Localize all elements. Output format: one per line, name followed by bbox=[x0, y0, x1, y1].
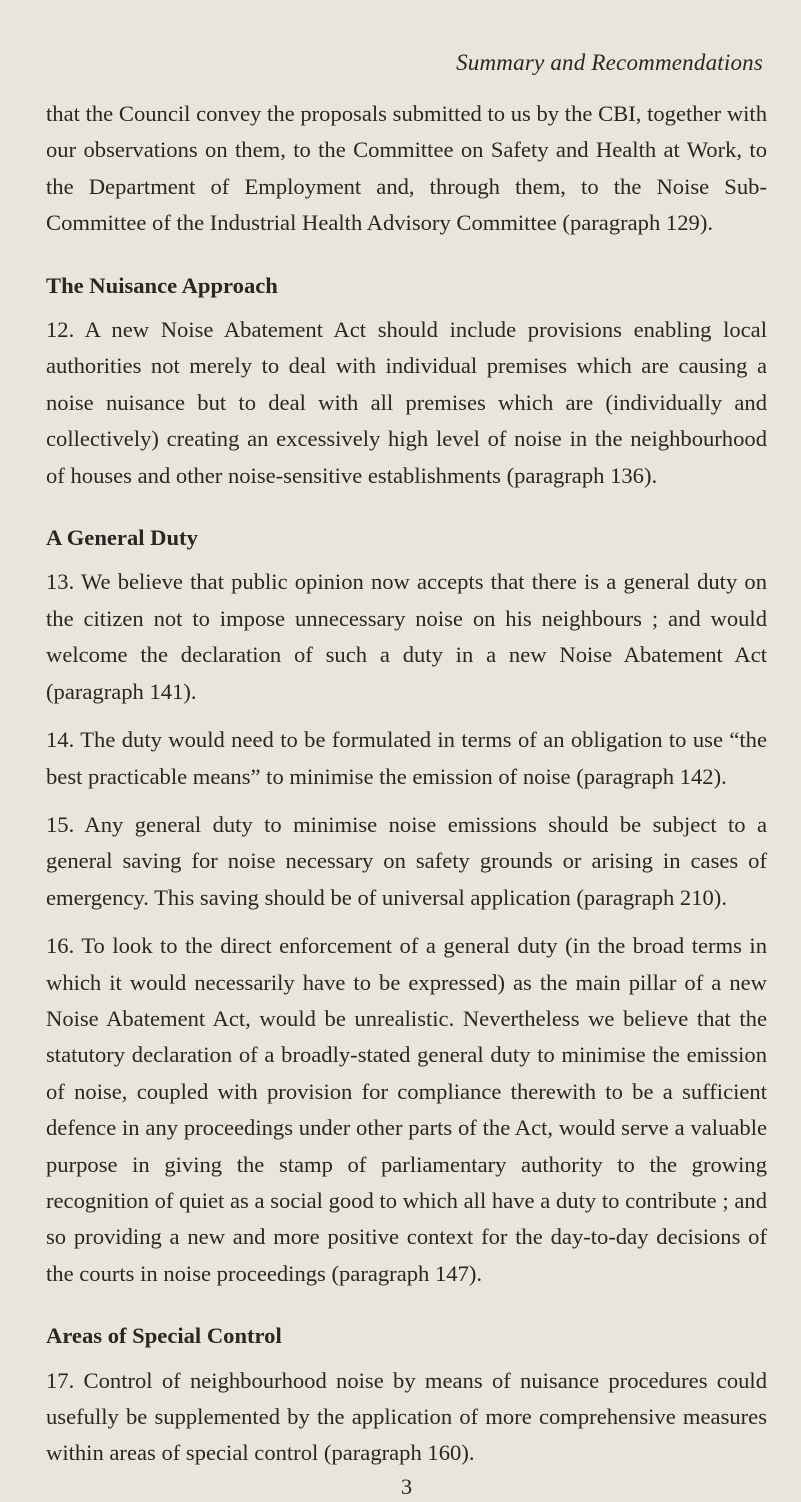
paragraph-13: 13. We believe that public opinion now accepts that there is a general duty on the citizen not to impose unnecessary noise on his neighbours ; and would welcome the declaration of such a duty in a new Noise Abatement Act (paragraph 141). bbox=[46, 569, 767, 704]
section-heading-general-duty: A General Duty bbox=[46, 525, 198, 551]
section-heading-areas-special-control: Areas of Special Control bbox=[46, 1323, 282, 1349]
paragraph-15: 15. Any general duty to minimise noise emissions should be subject to a general saving for noise necessary on safety grounds or arising in cases of emergency. This saving should be of universal application (paragraph 210). bbox=[46, 811, 767, 910]
running-head: Summary and Recommendations bbox=[456, 50, 763, 75]
paragraph-16: 16. To look to the direct enforcement of a general duty (in the broad terms in which it would necessarily have to be expressed) as the main pillar of a new Noise Abatement Act, would be unrealistic. Nevertheless we believe that the statutory declaration of a broadly-stated general duty to minimise the emission of noise, coupled with provision for compliance therewith to be a sufficient defence in any proceedings under other parts of the Act, would serve a valuable purpose in giving the stamp of parliamentary authority to the growing recognition of quiet as a social good to which all have a duty to contribute ; and so providing a new and more positive context for the day-to-day decisions of the courts in noise proceedings (paragraph 147). bbox=[46, 933, 767, 1286]
paragraph-17: 17. Control of neighbourhood noise by means of nuisance procedures could usefully be supplemented by the application of more comprehensive measures within areas of special control (paragraph 160). bbox=[46, 1367, 767, 1466]
section-heading-nuisance-approach: The Nuisance Approach bbox=[46, 272, 278, 298]
page-number: 3 bbox=[400, 1473, 413, 1499]
paragraph-14: 14. The duty would need to be formulated in terms of an obligation to use “the best practicable means” to minimise the emission of noise (paragraph 142). bbox=[46, 727, 767, 789]
intro-paragraph: that the Council convey the proposals submitted to us by the CBI, together with our observations on them, to the Committee on Safety and Health at Work, to the Department of Employment and, through them, to the Noise Sub-Committee of the Industrial Health Advisory Committee (paragraph 129). bbox=[46, 101, 767, 236]
paragraph-12: 12. A new Noise Abatement Act should include provisions enabling local authorities not merely to deal with individual premises which are causing a noise nuisance but to deal with all premises which are (individually and collectively) creating an excessively high level of noise in the neighbourhood of houses and other noise-sensitive establishments (paragraph 136). bbox=[46, 317, 767, 488]
